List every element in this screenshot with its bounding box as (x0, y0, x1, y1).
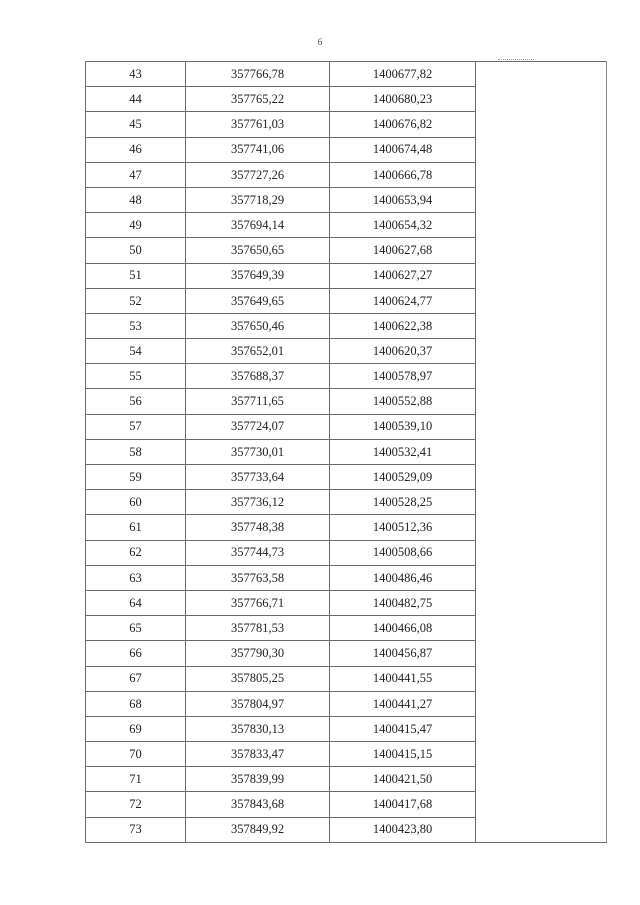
y-coordinate-cell: 1400578,97 (330, 364, 476, 389)
x-coordinate-cell: 357730,01 (186, 439, 330, 464)
x-coordinate-cell: 357763,58 (186, 565, 330, 590)
x-coordinate-cell: 357790,30 (186, 641, 330, 666)
note-cell (476, 540, 607, 565)
point-number-cell: 67 (86, 666, 186, 691)
point-number-cell: 51 (86, 263, 186, 288)
table-row (86, 62, 607, 87)
page-number: 6 (317, 37, 323, 47)
table-row (86, 213, 607, 238)
x-coordinate-cell: 357650,65 (186, 238, 330, 263)
y-coordinate-cell: 1400676,82 (330, 112, 476, 137)
y-coordinate-cell: 1400532,41 (330, 439, 476, 464)
point-number-cell: 49 (86, 213, 186, 238)
x-coordinate-cell: 357650,46 (186, 313, 330, 338)
y-coordinate-cell: 1400624,77 (330, 288, 476, 313)
y-coordinate-cell: 1400486,46 (330, 565, 476, 590)
point-number-cell: 62 (86, 540, 186, 565)
table-row (86, 238, 607, 263)
y-coordinate-cell: 1400421,50 (330, 767, 476, 792)
note-cell (476, 465, 607, 490)
note-cell (476, 112, 607, 137)
note-cell (476, 62, 607, 87)
note-cell (476, 641, 607, 666)
table-row (86, 364, 607, 389)
y-coordinate-cell: 1400482,75 (330, 590, 476, 615)
table-row (86, 515, 607, 540)
y-coordinate-cell: 1400466,08 (330, 616, 476, 641)
table-row (86, 313, 607, 338)
note-cell (476, 313, 607, 338)
x-coordinate-cell: 357830,13 (186, 716, 330, 741)
x-coordinate-cell: 357761,03 (186, 112, 330, 137)
point-number-cell: 43 (86, 62, 186, 87)
y-coordinate-cell: 1400552,88 (330, 389, 476, 414)
y-coordinate-cell: 1400415,47 (330, 716, 476, 741)
table-row (86, 187, 607, 212)
table-row (86, 288, 607, 313)
top-dash-mark (498, 59, 534, 60)
note-cell (476, 817, 607, 842)
y-coordinate-cell: 1400680,23 (330, 87, 476, 112)
x-coordinate-cell: 357649,65 (186, 288, 330, 313)
y-coordinate-cell: 1400423,80 (330, 817, 476, 842)
note-cell (476, 565, 607, 590)
note-cell (476, 742, 607, 767)
point-number-cell: 52 (86, 288, 186, 313)
x-coordinate-cell: 357843,68 (186, 792, 330, 817)
y-coordinate-cell: 1400456,87 (330, 641, 476, 666)
table-row (86, 565, 607, 590)
table-row (86, 666, 607, 691)
point-number-cell: 58 (86, 439, 186, 464)
y-coordinate-cell: 1400622,38 (330, 313, 476, 338)
point-number-cell: 72 (86, 792, 186, 817)
table-row (86, 540, 607, 565)
y-coordinate-cell: 1400441,55 (330, 666, 476, 691)
coordinates-table (85, 61, 607, 843)
y-coordinate-cell: 1400677,82 (330, 62, 476, 87)
note-cell (476, 288, 607, 313)
y-coordinate-cell: 1400654,32 (330, 213, 476, 238)
point-number-cell: 66 (86, 641, 186, 666)
point-number-cell: 59 (86, 465, 186, 490)
x-coordinate-cell: 357736,12 (186, 490, 330, 515)
point-number-cell: 54 (86, 339, 186, 364)
x-coordinate-cell: 357805,25 (186, 666, 330, 691)
note-cell (476, 414, 607, 439)
note-cell (476, 364, 607, 389)
note-cell (476, 187, 607, 212)
table-row (86, 641, 607, 666)
note-cell (476, 666, 607, 691)
note-cell (476, 137, 607, 162)
y-coordinate-cell: 1400539,10 (330, 414, 476, 439)
note-cell (476, 439, 607, 464)
table-row (86, 263, 607, 288)
y-coordinate-cell: 1400528,25 (330, 490, 476, 515)
x-coordinate-cell: 357724,07 (186, 414, 330, 439)
table-row (86, 817, 607, 842)
x-coordinate-cell: 357688,37 (186, 364, 330, 389)
table-row (86, 112, 607, 137)
y-coordinate-cell: 1400666,78 (330, 162, 476, 187)
point-number-cell: 48 (86, 187, 186, 212)
y-coordinate-cell: 1400417,68 (330, 792, 476, 817)
point-number-cell: 53 (86, 313, 186, 338)
y-coordinate-cell: 1400674,48 (330, 137, 476, 162)
note-cell (476, 590, 607, 615)
table-row (86, 742, 607, 767)
point-number-cell: 73 (86, 817, 186, 842)
x-coordinate-cell: 357766,71 (186, 590, 330, 615)
y-coordinate-cell: 1400529,09 (330, 465, 476, 490)
point-number-cell: 64 (86, 590, 186, 615)
table-row (86, 767, 607, 792)
x-coordinate-cell: 357711,65 (186, 389, 330, 414)
x-coordinate-cell: 357649,39 (186, 263, 330, 288)
note-cell (476, 213, 607, 238)
point-number-cell: 70 (86, 742, 186, 767)
point-number-cell: 69 (86, 716, 186, 741)
note-cell (476, 515, 607, 540)
note-cell (476, 691, 607, 716)
note-cell (476, 767, 607, 792)
x-coordinate-cell: 357765,22 (186, 87, 330, 112)
table-row (86, 414, 607, 439)
table-row (86, 691, 607, 716)
note-cell (476, 389, 607, 414)
y-coordinate-cell: 1400415,15 (330, 742, 476, 767)
y-coordinate-cell: 1400512,36 (330, 515, 476, 540)
x-coordinate-cell: 357804,97 (186, 691, 330, 716)
table-row (86, 439, 607, 464)
table-row (86, 162, 607, 187)
table-row (86, 590, 607, 615)
table-row (86, 137, 607, 162)
table-row (86, 465, 607, 490)
note-cell (476, 490, 607, 515)
y-coordinate-cell: 1400627,68 (330, 238, 476, 263)
y-coordinate-cell: 1400653,94 (330, 187, 476, 212)
note-cell (476, 263, 607, 288)
y-coordinate-cell: 1400627,27 (330, 263, 476, 288)
x-coordinate-cell: 357839,99 (186, 767, 330, 792)
x-coordinate-cell: 357781,53 (186, 616, 330, 641)
coordinates-table-body (86, 62, 607, 843)
table-row (86, 792, 607, 817)
note-cell (476, 616, 607, 641)
x-coordinate-cell: 357849,92 (186, 817, 330, 842)
note-cell (476, 792, 607, 817)
y-coordinate-cell: 1400620,37 (330, 339, 476, 364)
point-number-cell: 46 (86, 137, 186, 162)
table-row (86, 490, 607, 515)
x-coordinate-cell: 357718,29 (186, 187, 330, 212)
point-number-cell: 68 (86, 691, 186, 716)
note-cell (476, 339, 607, 364)
x-coordinate-cell: 357694,14 (186, 213, 330, 238)
table-row (86, 616, 607, 641)
note-cell (476, 716, 607, 741)
point-number-cell: 71 (86, 767, 186, 792)
note-cell (476, 87, 607, 112)
note-cell (476, 162, 607, 187)
point-number-cell: 56 (86, 389, 186, 414)
point-number-cell: 63 (86, 565, 186, 590)
point-number-cell: 61 (86, 515, 186, 540)
point-number-cell: 65 (86, 616, 186, 641)
point-number-cell: 44 (86, 87, 186, 112)
table-row (86, 339, 607, 364)
x-coordinate-cell: 357733,64 (186, 465, 330, 490)
x-coordinate-cell: 357741,06 (186, 137, 330, 162)
x-coordinate-cell: 357766,78 (186, 62, 330, 87)
point-number-cell: 57 (86, 414, 186, 439)
table-row (86, 87, 607, 112)
point-number-cell: 55 (86, 364, 186, 389)
point-number-cell: 45 (86, 112, 186, 137)
point-number-cell: 60 (86, 490, 186, 515)
x-coordinate-cell: 357748,38 (186, 515, 330, 540)
point-number-cell: 50 (86, 238, 186, 263)
table-row (86, 716, 607, 741)
point-number-cell: 47 (86, 162, 186, 187)
y-coordinate-cell: 1400508,66 (330, 540, 476, 565)
note-cell (476, 238, 607, 263)
x-coordinate-cell: 357652,01 (186, 339, 330, 364)
x-coordinate-cell: 357727,26 (186, 162, 330, 187)
y-coordinate-cell: 1400441,27 (330, 691, 476, 716)
x-coordinate-cell: 357744,73 (186, 540, 330, 565)
x-coordinate-cell: 357833,47 (186, 742, 330, 767)
table-row (86, 389, 607, 414)
